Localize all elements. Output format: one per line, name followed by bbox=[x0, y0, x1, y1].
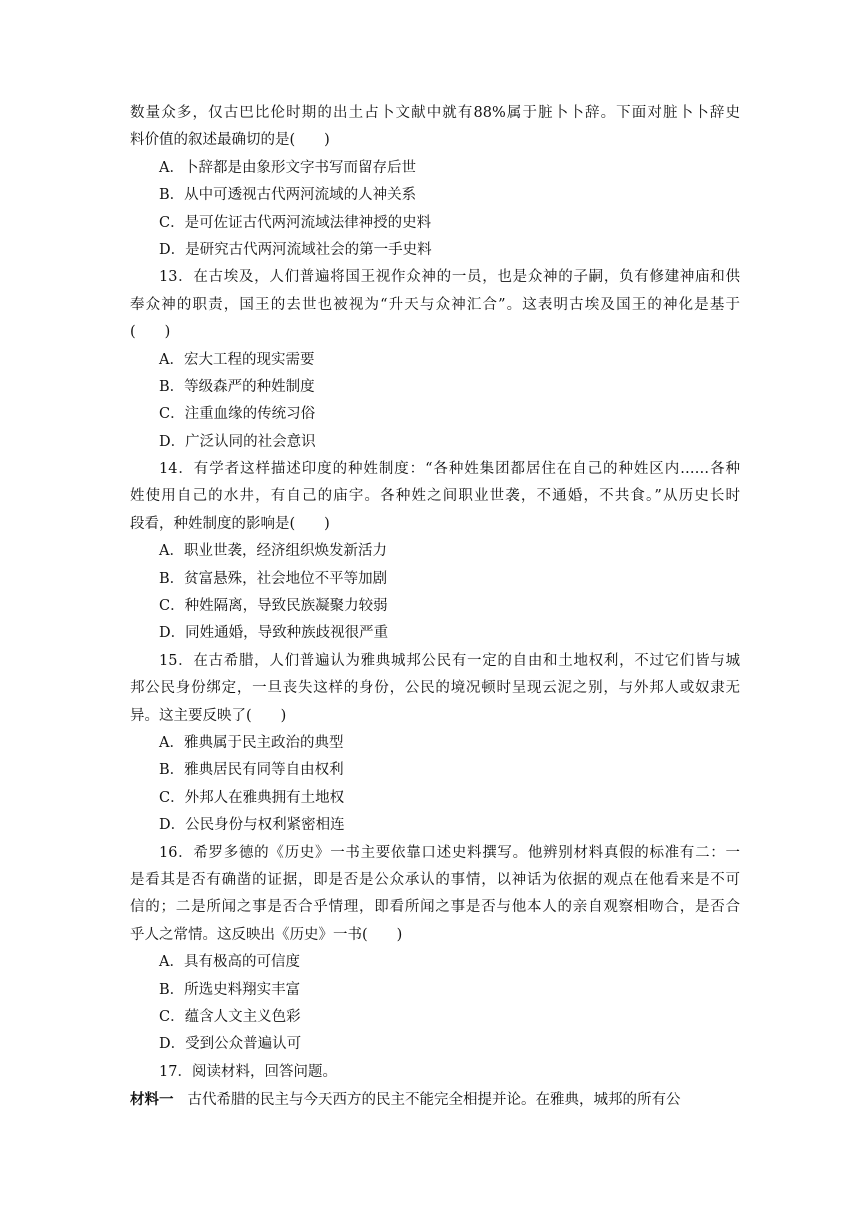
question-16-stem-line: 信的；二是所闻之事是否合乎情理，即看所闻之事是否与他本人的亲自观察相吻合，是否合 bbox=[130, 899, 740, 916]
question-15-stem-line: 异。这主要反映了( ) bbox=[130, 707, 287, 724]
question-12-option-d: D．是研究古代两河流域社会的第一手史料 bbox=[159, 241, 432, 258]
question-14-option-a: A．职业世袭，经济组织焕发新活力 bbox=[159, 543, 387, 560]
question-15-option-a: A．雅典属于民主政治的典型 bbox=[159, 734, 344, 751]
question-16-stem-line: 乎人之常情。这反映出《历史》一书( ) bbox=[130, 926, 403, 943]
question-12-option-c: C．是可佐证古代两河流域法律神授的史料 bbox=[159, 214, 432, 231]
question-15-option-d: D．公民身份与权利紧密相连 bbox=[159, 817, 345, 834]
question-14-option-d: D．同姓通婚，导致种族歧视很严重 bbox=[159, 625, 389, 642]
question-15-stem-line: 邦公民身份绑定，一旦丧失这样的身份，公民的境况顿时呈现云泥之别，与外邦人或奴隶无 bbox=[130, 680, 740, 697]
question-12-option-a: A．卜辞都是由象形文字书写而留存后世 bbox=[159, 159, 416, 176]
question-15-option-b: B．雅典居民有同等自由权利 bbox=[159, 762, 344, 779]
question-16-option-a: A．具有极高的可信度 bbox=[159, 954, 300, 971]
question-13-option-b: B．等级森严的种姓制度 bbox=[159, 378, 315, 395]
question-16-stem-line: 16．希罗多德的《历史》一书主要依靠口述史料撰写。他辨别材料真假的标准有二：一 bbox=[159, 844, 740, 861]
question-15-option-c: C．外邦人在雅典拥有土地权 bbox=[159, 789, 345, 806]
question-13-option-d: D．广泛认同的社会意识 bbox=[159, 433, 316, 450]
material-label: 材料一 bbox=[130, 1091, 174, 1109]
question-16-stem-line: 是看其是否有确凿的证据，即是否是公众承认的事情，以神话为依据的观点在他看来是不可 bbox=[130, 871, 740, 888]
question-12-option-b: B．从中可透视古代两河流域的人神关系 bbox=[159, 187, 417, 204]
question-13-stem-line: 奉众神的职责，国王的去世也被视为“升天与众神汇合”。这表明古埃及国王的神化是基于 bbox=[130, 296, 740, 313]
question-14-option-c: C．种姓隔离，导致民族凝聚力较弱 bbox=[159, 598, 388, 615]
question-17-stem: 17．阅读材料，回答问题。 bbox=[159, 1063, 337, 1080]
question-14-stem-line: 14．有学者这样描述印度的种姓制度：“各种姓集团都居住在自己的种姓区内……各种 bbox=[159, 461, 740, 478]
question-12-stem-line: 料价值的叙述最确切的是( ) bbox=[130, 132, 330, 149]
question-17-material-1 bbox=[130, 1086, 740, 1113]
question-13-stem-line: 13．在古埃及，人们普遍将国王视作众神的一员，也是众神的子嗣，负有修建神庙和供 bbox=[159, 269, 740, 286]
question-14-option-b: B．贫富悬殊，社会地位不平等加剧 bbox=[159, 570, 388, 587]
question-13-option-c: C．注重血缘的传统习俗 bbox=[159, 406, 316, 423]
question-14-stem-line: 段看，种姓制度的影响是( ) bbox=[130, 515, 330, 532]
question-15-stem-line: 15．在古希腊，人们普遍认为雅典城邦公民有一定的自由和土地权利，不过它们皆与城 bbox=[159, 652, 740, 669]
question-13-option-a: A．宏大工程的现实需要 bbox=[159, 351, 315, 368]
material-text: 古代希腊的民主与今天西方的民主不能完全相提并论。在雅典，城邦的所有公 bbox=[187, 1092, 681, 1109]
question-13-stem-line: ( ) bbox=[130, 324, 171, 341]
text-body bbox=[130, 100, 740, 1113]
question-16-option-d: D．受到公众普遍认可 bbox=[159, 1036, 302, 1053]
question-16-option-b: B．所选史料翔实丰富 bbox=[159, 981, 301, 998]
question-14-stem-line: 姓使用自己的水井，有自己的庙宇。各种姓之间职业世袭，不通婚，不共食。”从历史长时 bbox=[130, 488, 740, 505]
question-12-stem-line: 数量众多，仅古巴比伦时期的出土占卜文献中就有88%属于脏卜卜辞。下面对脏卜卜辞史 bbox=[130, 105, 740, 121]
question-16-option-c: C．蕴含人文主义色彩 bbox=[159, 1008, 301, 1025]
